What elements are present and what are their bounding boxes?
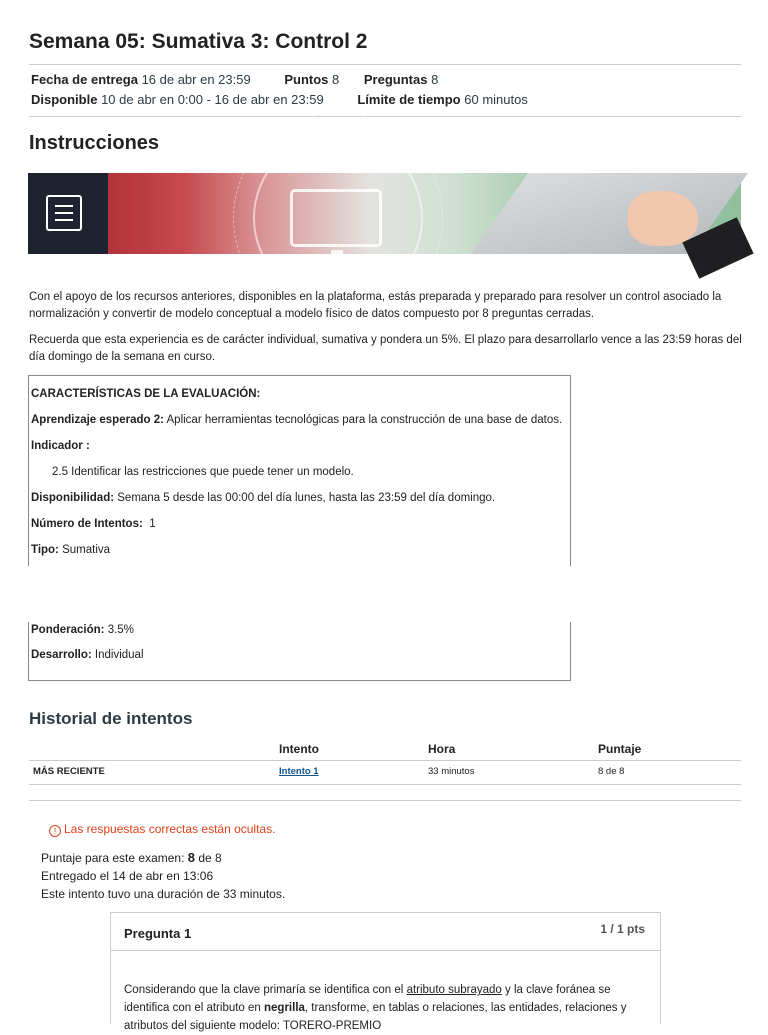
question-header <box>111 913 660 951</box>
questions-value: 8 <box>431 72 439 87</box>
instructions-paragraph-1: Con el apoyo de los recursos anteriores, disponibles en la plataforma, estás preparada y preparado para resolver un control asociado la normalización y convertir de modelo conceptual a modelo físico de datos compuesto por 8 preguntas cerradas. <box>29 291 722 320</box>
attempt-score: 8 de 8 <box>598 766 625 777</box>
characteristics-title: CARACTERÍSTICAS DE LA EVALUACIÓN: <box>31 388 261 400</box>
development-mode: Desarrollo: Individual <box>31 649 144 661</box>
underlined-term: atributo subrayado <box>406 984 502 996</box>
due-value: 16 de abr en 23:59 <box>141 72 251 87</box>
indicator-label: Indicador : <box>31 440 90 452</box>
divider <box>29 64 741 65</box>
question-title: Pregunta 1 <box>124 926 192 941</box>
table-divider <box>29 760 741 761</box>
indicator-value: 2.5 Identificar las restricciones que puede tener un modelo. <box>52 466 354 478</box>
points-label: Puntos <box>284 72 329 87</box>
attempt-1-link[interactable]: Intento 1 <box>279 766 319 777</box>
weighting: Ponderación: 3.5% <box>31 624 134 636</box>
instructions-paragraph-2: Recuerda que esta experiencia es de carácter individual, sumativa y pondera un 5%. El plazo para desarrollarlo vence a las 23:59 horas del día domingo de la semana en curso. <box>29 334 742 363</box>
column-header-attempt: Intento <box>279 742 319 756</box>
time-limit-value: 60 minutos <box>464 92 528 107</box>
characteristics-box <box>28 375 571 566</box>
questions-label: Preguntas <box>363 72 428 87</box>
question-card <box>110 912 661 1032</box>
divider <box>29 800 741 801</box>
attempt-duration: Este intento tuvo una duración de 33 minutos. <box>41 887 286 901</box>
evaluation-type: Tipo: Sumativa <box>31 544 111 556</box>
characteristics-box-continued <box>28 622 571 681</box>
question-points: 1 / 1 pts <box>600 922 645 936</box>
availability: Disponibilidad: Semana 5 desde las 00:00 del día lunes, hasta las 23:59 del día domingo. <box>31 492 496 504</box>
available-label: Disponible <box>31 92 98 107</box>
due-label: Fecha de entrega <box>31 72 138 87</box>
attempts-count: Número de Intentos: 1 <box>31 518 156 530</box>
score-value: 8 <box>187 850 196 865</box>
learning-outcome: Aprendizaje esperado 2: Aplicar herramientas tecnológicas para la construcción de una base de datos. <box>31 414 563 426</box>
question-text: Considerando que la clave primaría se identifica con el atributo subrayado y la clave foránea se identifica con el atributo en negrilla, transforme, en tablas o relaciones, las entidades, relaciones y atributos del siguiente modelo: TORERO-PREMIO <box>124 984 627 1032</box>
column-header-time: Hora <box>428 742 456 756</box>
available-value: 10 de abr en 0:00 - 16 de abr en 23:59 <box>101 92 324 107</box>
alert-text: Las respuestas correctas están ocultas. <box>64 822 276 836</box>
table-divider <box>29 784 741 785</box>
attempt-time: 33 minutos <box>428 766 475 777</box>
bold-term: negrilla <box>264 1002 305 1014</box>
course-banner-image <box>28 173 741 254</box>
divider <box>29 116 741 117</box>
page-title: Semana 05: Sumativa 3: Control 2 <box>29 30 368 53</box>
banner-dark-panel <box>28 173 108 254</box>
column-header-score: Puntaje <box>598 742 642 756</box>
meta-row-1 <box>31 72 438 87</box>
hand-image <box>628 191 698 246</box>
hidden-answers-alert <box>49 822 275 837</box>
meta-row-2 <box>31 92 528 107</box>
warning-icon: ! <box>49 825 61 837</box>
points-value: 8 <box>332 72 340 87</box>
attempt-history-heading: Historial de intentos <box>29 709 193 728</box>
graduation-monitor-icon <box>290 189 382 247</box>
submitted-at: Entregado el 14 de abr en 13:06 <box>41 869 214 883</box>
row-label-most-recent: MÁS RECIENTE <box>33 766 105 777</box>
instructions-heading: Instrucciones <box>29 132 160 154</box>
time-limit-label: Límite de tiempo <box>357 92 461 107</box>
score-summary: Puntaje para este examen: 8 de 8 <box>41 850 222 865</box>
checklist-icon <box>46 195 82 231</box>
